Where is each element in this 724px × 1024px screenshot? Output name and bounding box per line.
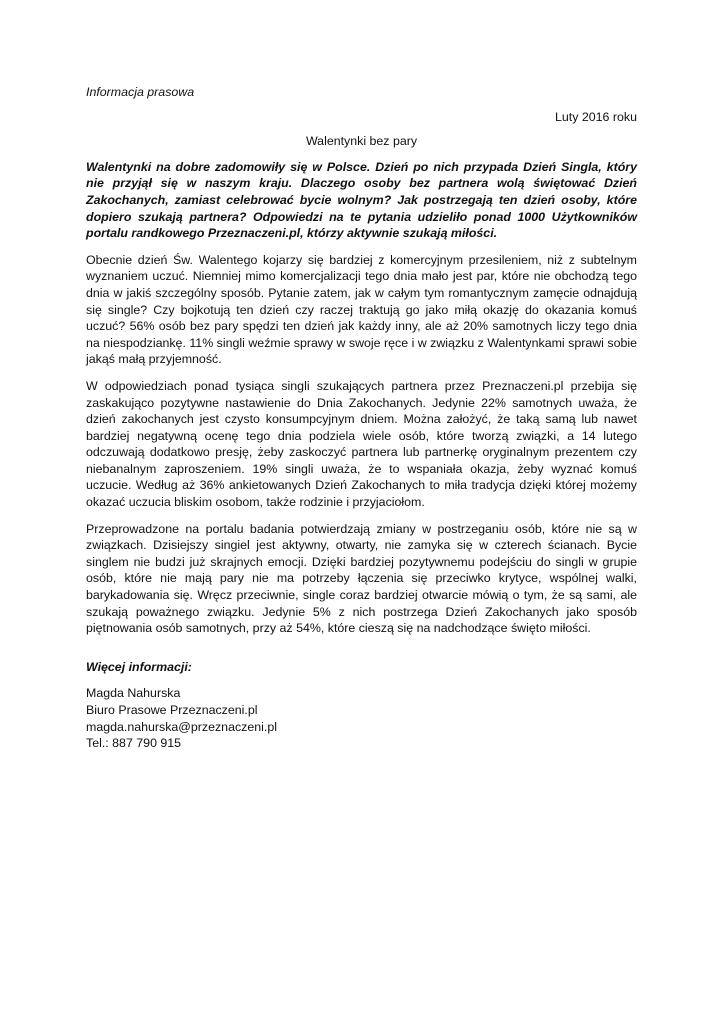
lead-paragraph: Walentynki na dobre zadomowiły się w Polsce. Dzień po nich przypada Dzień Singla, który nie przyjął się w naszym kraju. Dlaczego osoby bez partnera wolą świętować Dzień Zakochanych, zamiast celebrować bycie wolnym? Jak postrzegają ten dzień osoby, które dopiero szukają partnera? Odpowiedzi na te pytania udzieliło ponad 1000 Użytkowników portalu randkowego Przeznaczeni.pl, którzy aktywnie szukają miłości. [86,159,637,241]
more-info-heading: Więcej informacji: [86,659,192,674]
body-paragraph-1: Obecnie dzień Św. Walentego kojarzy się bardziej z komercyjnym przesileniem, niż z subtelnym wyznaniem uczuć. Niemniej mimo komercjalizacji tego dnia mało jest par, które nie obchodzą tego dnia w jakiś szczególny sposób. Pytanie zatem, jak w całym tym romantycznym zamęcie odnajdują się single? Czy bojkotują ten dzień czy raczej traktują go jako miłą okazję do okazania komuś uczuć? 56% osób bez pary spędzi ten dzień jak każdy inny, ale aż 20% samotnych liczy tego dnia na niespodziankę. 11% singli weźmie sprawy w swoje ręce i w związku z Walentynkami sprawi sobie jakąś małą przyjemność. [86,252,637,367]
document-title: Walentynki bez pary [305,134,418,149]
press-release-document [86,84,637,752]
contact-section [86,659,637,752]
contact-email: magda.nahurska@przeznaczeni.pl [86,719,277,734]
contact-name: Magda Nahurska [86,686,181,701]
body-paragraph-2: W odpowiedziach ponad tysiąca singli szukających partnera przez Preznaczeni.pl przebija się zaskakująco pozytywne nastawienie do Dnia Zakochanych. Jedynie 22% samotnych uważa, że dzień zakochanych jest czysto konsumpcyjnym dniem. Można założyć, że taką samą lub nawet bardziej negatywną ocenę tego dnia podziela wiele osób, które tworzą związki, a 14 lutego odczuwają dodatkowo presję, żeby zaskoczyć partnera lub partnerkę oryginalnym prezentem czy niebanalnym zaproszeniem. 19% singli uważa, że to wspaniała okazja, żeby wyznać komuś uczucie. Według aż 36% ankietowanych Dzień Zakochanych to miła tradycja dzięki której możemy okazać uczucia bliskim osobom, także rodzinie i przyjaciołom. [86,378,637,510]
body-paragraph-3: Przeprowadzone na portalu badania potwierdzają zmiany w postrzeganiu osób, które nie są w związkach. Dzisiejszy singiel jest aktywny, otwarty, nie zamyka się w czterech ścianach. Bycie singlem nie budzi już skrajnych emocji. Dzięki bardziej pozytywnemu podejściu do singli w grupie osób, które nie mają pary nie ma potrzeby łączenia się przeciwko krytyce, wspólnej walki, barykadowania się. Wręcz przeciwnie, single coraz bardziej otwarcie mówią o tym, że są sami, ale szukają poważnego związku. Jedynie 5% z nich postrzega Dzień Zakochanych jako sposób piętnowania osób samotnych, przy aż 54%, które cieszą się na nadchodzące święto miłości. [86,521,637,636]
contact-office: Biuro Prasowe Przeznaczeni.pl [86,703,258,717]
contact-phone: Tel.: 887 790 915 [86,736,182,751]
release-date: Luty 2016 roku [555,109,637,124]
press-release-label: Informacja prasowa [86,85,195,99]
